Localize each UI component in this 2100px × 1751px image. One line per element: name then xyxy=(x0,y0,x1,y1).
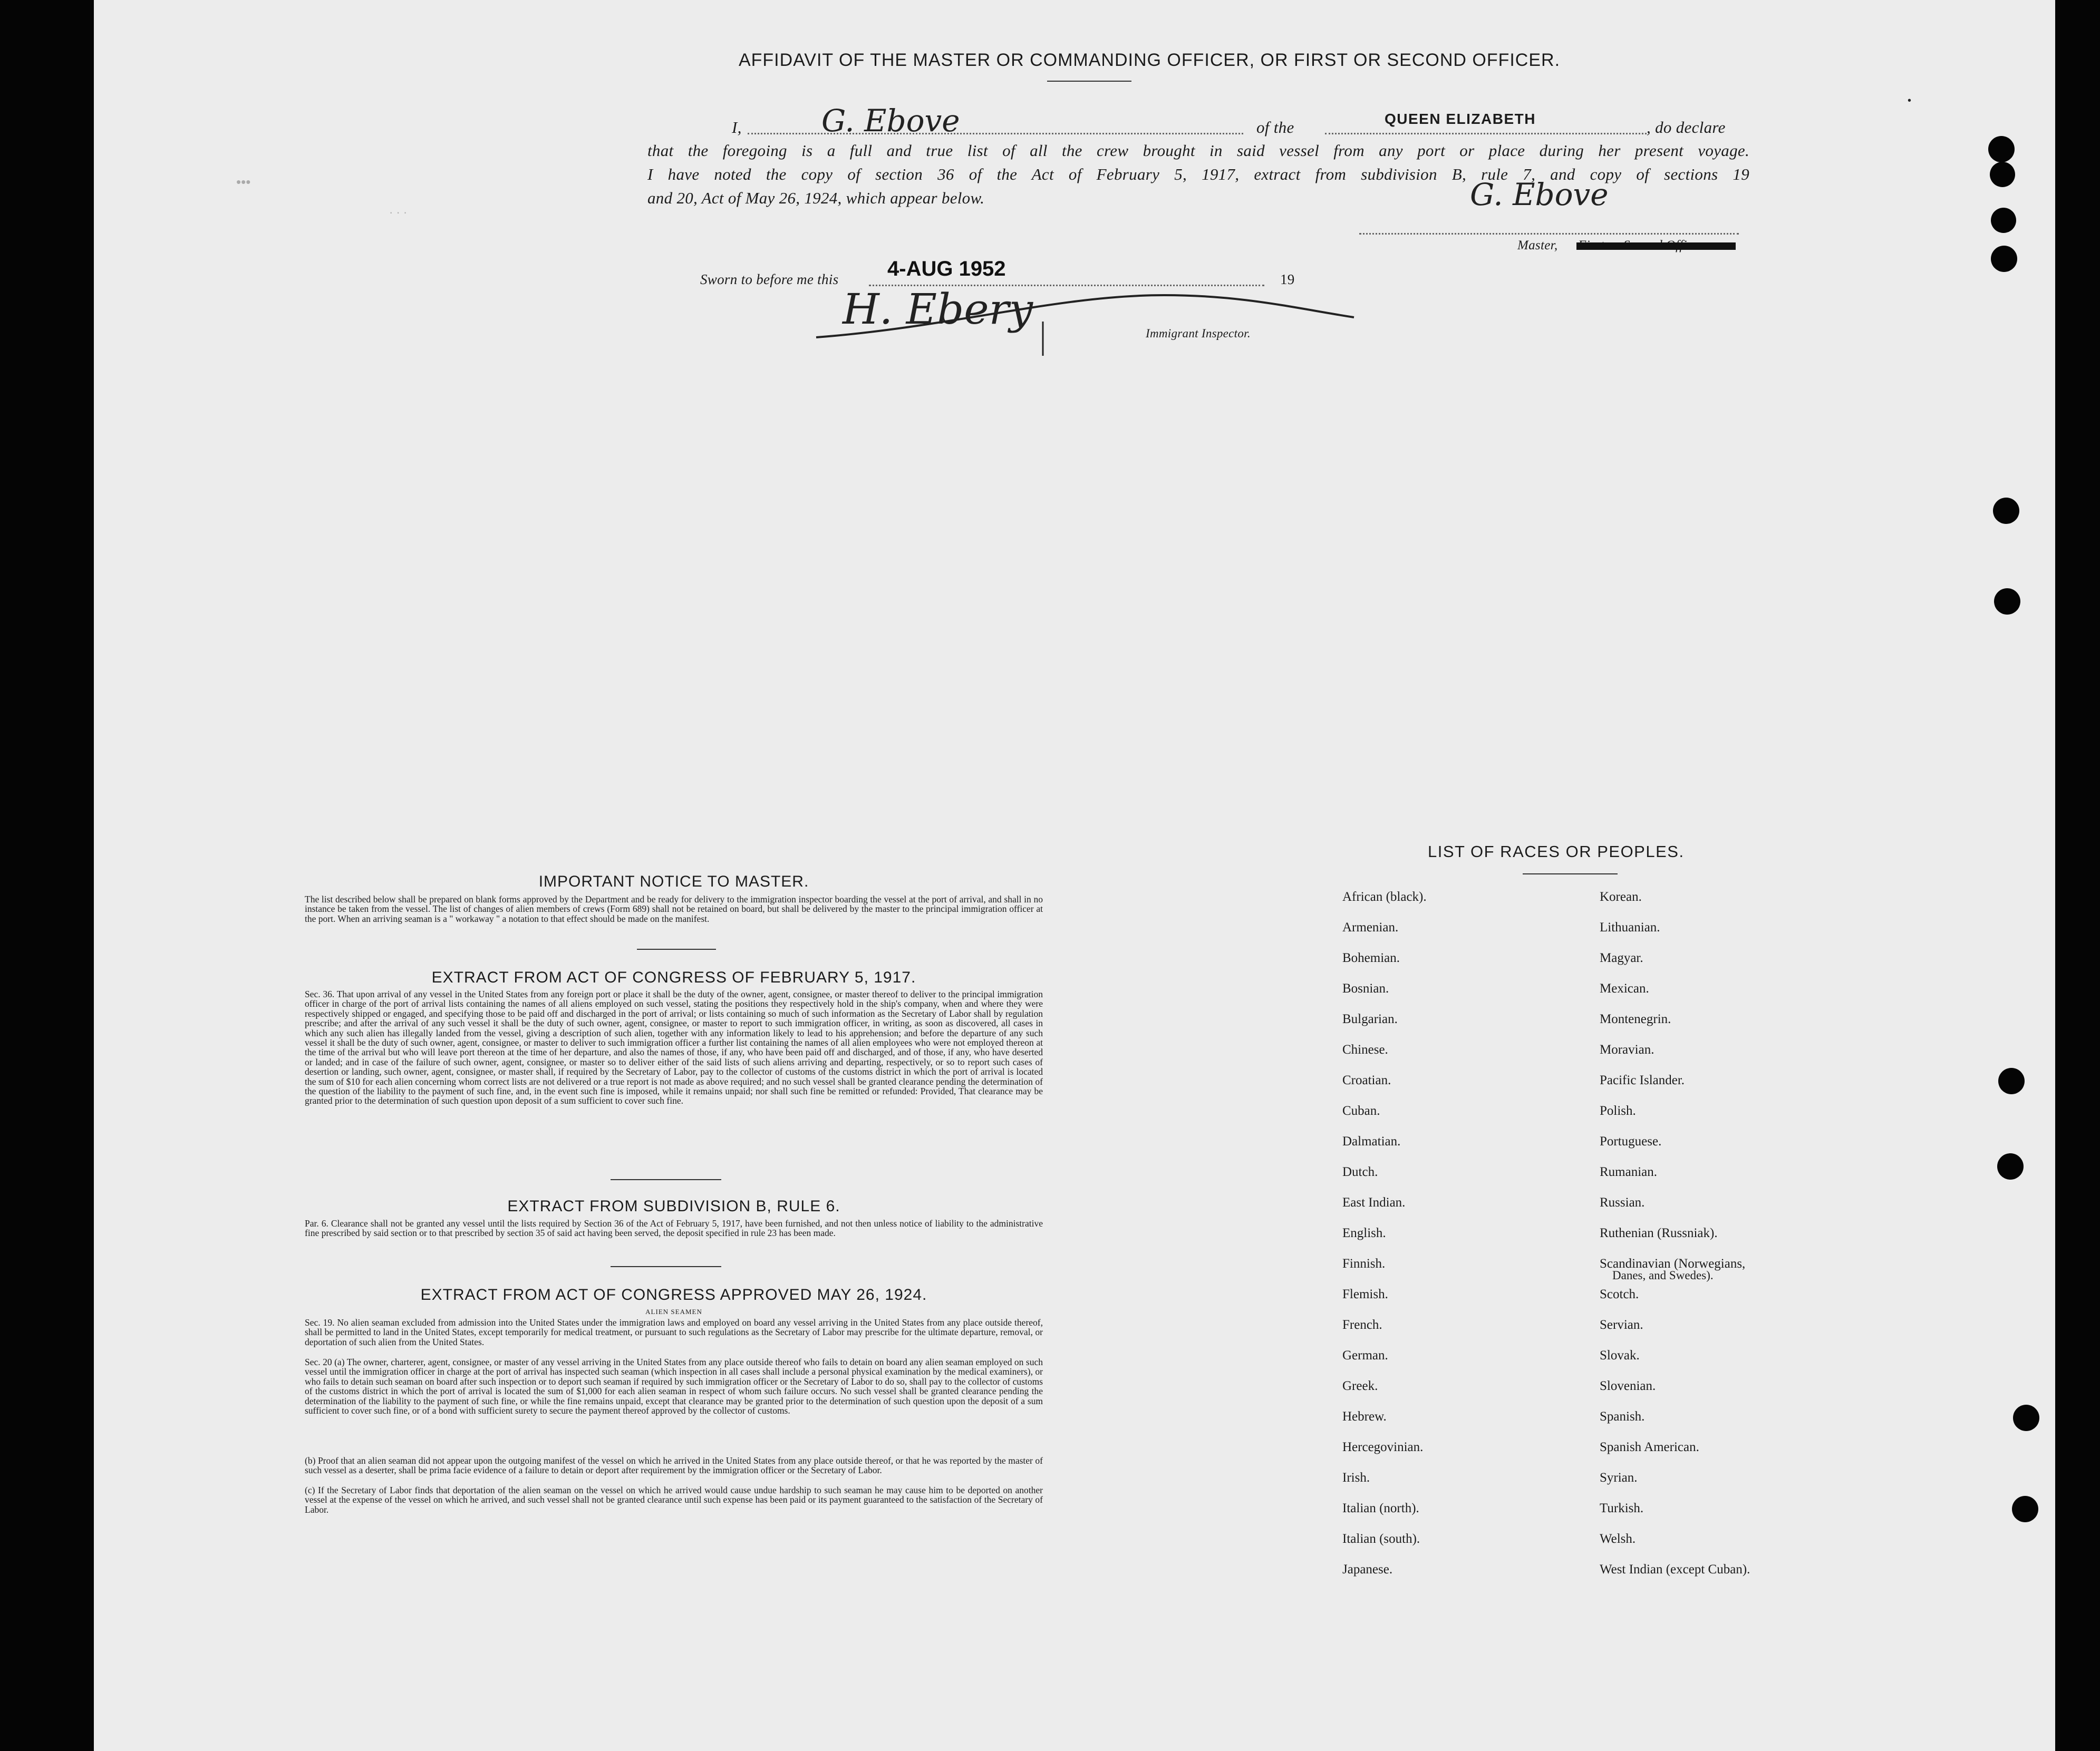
section-divider xyxy=(611,1266,721,1267)
declaration-line-4: and 20, Act of May 26, 1924, which appear below. xyxy=(647,189,985,207)
race-item: Scandinavian (Norwegians, xyxy=(1600,1257,1746,1271)
race-item: Montenegrin. xyxy=(1600,1012,1671,1026)
extract-1917-body: Sec. 36. That upon arrival of any vessel in the United States from any foreign port or place it shall be the duty of the owner, agent, consignee, or master thereof to deliver to the principal immigration officer in charge of the port of arrival lists containing the names of all aliens employed on such vessel, stating the positions they respectively hold in the ship's company, when and where they were respectively shipped or engaged, and specifying those to be paid off and discharged in the port of arrival; or lists containing so much of such information as the Secretary of Labor shall by regulation prescribe; and after the arrival of any such vessel it shall be the duty of such owner, agent, consignee, or master to report to such immigration officer, in writing, as soon as discovered, all cases in which any such alien has illegally landed from the vessel, giving a description of such alien, together with any information likely to lead to his apprehension; and before the departure of any such vessel it shall be the duty of such owner, agent, consignee, or master to deliver to such immigration officer a further list containing the names of all alien employees who were not employed thereon at the time of the arrival but who will leave port thereon at the time of her departure, and also the names of those, if any, who have been paid off and discharged, and of those, if any, who have deserted or landed; and in case of the failure of such owner, agent, consignee, or master so to deliver either of the said lists of such aliens arriving and departing, respectively, or so to report such cases of desertion or landing, such owner, agent, consignee, or master shall, if required by the Secretary of Labor, pay to the collector of customs of the customs district in which the port of arrival is located the sum of $10 for each alien concerning whom correct lists are not delivered or a true report is not made as above required; and no such vessel shall be granted clearance pending the determination of the question of the liability to the payment of such fine, and, in the event such fine is imposed, while it remains unpaid; nor shall such fine be remitted or refunded: Provided, That clearance may be granted prior to the determination of such question upon deposit of a sum sufficient to cover such fine. xyxy=(305,989,1043,1106)
race-item: Slovenian. xyxy=(1600,1379,1656,1393)
inspector-signature-flourish xyxy=(795,285,1375,358)
alien-seamen-subtitle: ALIEN SEAMEN xyxy=(645,1308,702,1316)
race-item: Dutch. xyxy=(1342,1165,1378,1179)
declaration-prefix: I, xyxy=(732,118,742,137)
extract-1924-title: EXTRACT FROM ACT OF CONGRESS APPROVED MAY 26, 1924. xyxy=(420,1286,927,1303)
race-item: English. xyxy=(1342,1226,1386,1240)
signer-signature: G. Ebove xyxy=(821,103,960,139)
race-item: Bohemian. xyxy=(1342,951,1400,965)
race-item: Lithuanian. xyxy=(1600,920,1660,935)
binder-hole xyxy=(1990,162,2015,187)
binder-hole xyxy=(2013,1405,2039,1431)
race-item: Mexican. xyxy=(1600,981,1649,996)
race-item: Ruthenian (Russniak). xyxy=(1600,1226,1718,1240)
binder-hole xyxy=(1988,136,2015,162)
scandinavian-continuation: Danes, and Swedes). xyxy=(1612,1269,1714,1282)
section-19-text: Sec. 19. No alien seaman excluded from admission into the United States under the immigration laws and employed on board any vessel arriving in the United States from any place outside thereof, shall be permitted to land in the United States, except temporarily for medical treatment, or pursuant to such regulations as the Secretary of Labor may prescribe for the ultimate departure, removal, or deportation of such alien from the United States. xyxy=(305,1317,1043,1347)
race-item: Moravian. xyxy=(1600,1043,1654,1057)
master-signature: G. Ebove xyxy=(1470,177,1609,212)
race-item: Flemish. xyxy=(1342,1287,1388,1301)
sworn-year-suffix: 19 xyxy=(1280,271,1295,287)
race-item: Bosnian. xyxy=(1342,981,1389,996)
section-divider xyxy=(611,1179,721,1180)
race-item: Magyar. xyxy=(1600,951,1643,965)
master-label: Master, xyxy=(1517,238,1558,252)
race-item: German. xyxy=(1342,1348,1388,1363)
binder-hole xyxy=(1993,498,2019,524)
race-item: Greek. xyxy=(1342,1379,1378,1393)
race-item: Russian. xyxy=(1600,1195,1645,1210)
races-title-underline xyxy=(1523,873,1618,874)
race-item: East Indian. xyxy=(1342,1195,1406,1210)
subdivision-b-title: EXTRACT FROM SUBDIVISION B, RULE 6. xyxy=(507,1198,840,1215)
races-title: LIST OF RACES OR PEOPLES. xyxy=(1428,842,1685,861)
race-item: Cuban. xyxy=(1342,1104,1380,1118)
race-item: Polish. xyxy=(1600,1104,1636,1118)
binder-hole xyxy=(1991,246,2017,272)
notice-title: IMPORTANT NOTICE TO MASTER. xyxy=(538,873,809,890)
race-item: Welsh. xyxy=(1600,1532,1636,1546)
race-item: Hercegovinian. xyxy=(1342,1440,1424,1454)
subdivision-b-body: Par. 6. Clearance shall not be granted any vessel until the lists required by Section 36 of the Act of February 5, 1917, have been furnished, and not then unless notice of liability to the administrative fine prescribed by said section or to that prescribed by section 35 of said act having been served, the deposit specified in rule 23 has been made. xyxy=(305,1218,1043,1239)
section-divider xyxy=(637,949,716,950)
binder-hole xyxy=(1994,588,2020,615)
race-item: French. xyxy=(1342,1318,1382,1332)
race-item: Korean. xyxy=(1600,890,1642,904)
race-item: Bulgarian. xyxy=(1342,1012,1398,1026)
section-20a-text: Sec. 20 (a) The owner, charterer, agent, consignee, or master of any vessel arriving in the United States from any place outside thereof who fails to detain on board any alien seaman employed on such vessel until the immigration officer in charge at the port of arrival has inspected such seaman (which inspection in all cases shall include a personal physical examination by the medical examiners), or who fails to detain such seaman on board after such inspection or to deport such seaman if required by such immigration officer or the Secretary of Labor to do so, shall pay to the collector of customs of the customs district in which the port of arrival is located the sum of $1,000 for each alien seaman in respect of whom such failure occurs. No such vessel shall be granted clearance pending the determination of the liability to the payment of such fine, or while the fine remains unpaid, except that clearance may be granted prior to the determination of such question upon the deposit of a sum sufficient to cover such fine, or of a bond with sufficient surety to secure the payment thereof approved by the collector of customs. xyxy=(305,1357,1043,1416)
inspector-label: Immigrant Inspector. xyxy=(1146,327,1251,340)
race-item: Portuguese. xyxy=(1600,1134,1662,1149)
race-item: Dalmatian. xyxy=(1342,1134,1401,1149)
race-item: Servian. xyxy=(1600,1318,1643,1332)
declaration-line-3: I have noted the copy of section 36 of the Act of February 5, 1917, extract from subdivision B, rule 7, and copy of sections 19 xyxy=(647,165,1749,183)
title-underline xyxy=(1047,81,1131,82)
race-item: Finnish. xyxy=(1342,1257,1386,1271)
extract-1917-title: EXTRACT FROM ACT OF CONGRESS OF FEBRUARY 5, 1917. xyxy=(431,969,916,986)
race-item: Spanish American. xyxy=(1600,1440,1699,1454)
race-item: Hebrew. xyxy=(1342,1409,1387,1424)
race-item: Pacific Islander. xyxy=(1600,1073,1685,1087)
race-item: Syrian. xyxy=(1600,1471,1638,1485)
section-20b-text: (b) Proof that an alien seaman did not appear upon the outgoing manifest of the vessel on which he arrived in the United States from any place outside thereof, or that he was reported by the master of such vessel as a deserter, shall be prima facie evidence of a failure to detain or deport after requirement by the immigration officer or the Secretary of Labor. xyxy=(305,1455,1043,1476)
race-item: Irish. xyxy=(1342,1471,1370,1485)
strike-through-bar xyxy=(1576,242,1736,250)
race-item: Spanish. xyxy=(1600,1409,1645,1424)
race-item: Armenian. xyxy=(1342,920,1399,935)
race-item: Italian (south). xyxy=(1342,1532,1420,1546)
race-item: Scotch. xyxy=(1600,1287,1639,1301)
race-item: Slovak. xyxy=(1600,1348,1640,1363)
affidavit-title: AFFIDAVIT OF THE MASTER OR COMMANDING OFFICER, OR FIRST OR SECOND OFFICER. xyxy=(738,50,1561,70)
date-stamp: 4-AUG 1952 xyxy=(887,257,1006,280)
race-item: Japanese. xyxy=(1342,1562,1393,1577)
vessel-name-line xyxy=(1325,133,1647,134)
inspector-signature: H. Ebery xyxy=(843,285,1033,334)
tick-mark: • xyxy=(1908,95,1912,106)
declaration-suffix: , do declare xyxy=(1647,118,1726,137)
vessel-name: QUEEN ELIZABETH xyxy=(1385,111,1536,127)
race-item: Turkish. xyxy=(1600,1501,1644,1515)
race-item: Rumanian. xyxy=(1600,1165,1658,1179)
declaration-line-2: that the foregoing is a full and true list of all the crew brought in said vessel from any port or place during her present voyage. xyxy=(647,141,1749,160)
document-page xyxy=(94,0,2055,1751)
sworn-label: Sworn to before me this xyxy=(700,271,839,287)
bleed-through-mark: ••• xyxy=(236,174,251,190)
race-item: Italian (north). xyxy=(1342,1501,1419,1515)
binder-hole xyxy=(2012,1496,2038,1522)
notice-body: The list described below shall be prepared on blank forms approved by the Department and be ready for delivery to the immigration inspector boarding the vessel at the port of arrival, and shall in no instance be taken from the vessel. The list of changes of alien members of crews (Form 689) shall not be retained on board, but shall be delivered by the master to the principal immigration officer at the port. When an arriving seaman is a " workaway " a notation to that effect should be made on the manifest. xyxy=(305,894,1043,924)
bleed-through-mark: · · · xyxy=(389,206,408,219)
section-20c-text: (c) If the Secretary of Labor finds that deportation of the alien seaman on the vessel on which he arrived would cause undue hardship to such seaman he may cause him to be deported on another vessel at the expense of the vessel on which he arrived, and such vessel shall not be granted clearance until such expense has been paid or its payment guaranteed to the satisfaction of the Secretary of Labor. xyxy=(305,1485,1043,1515)
master-signature-line xyxy=(1359,233,1739,235)
binder-hole xyxy=(1997,1153,2024,1180)
binder-hole xyxy=(1991,208,2016,233)
of-the-label: of the xyxy=(1256,118,1294,137)
race-item: Croatian. xyxy=(1342,1073,1391,1087)
race-item: African (black). xyxy=(1342,890,1427,904)
race-item: Chinese. xyxy=(1342,1043,1388,1057)
binder-hole xyxy=(1998,1068,2025,1094)
race-item: West Indian (except Cuban). xyxy=(1600,1562,1750,1577)
